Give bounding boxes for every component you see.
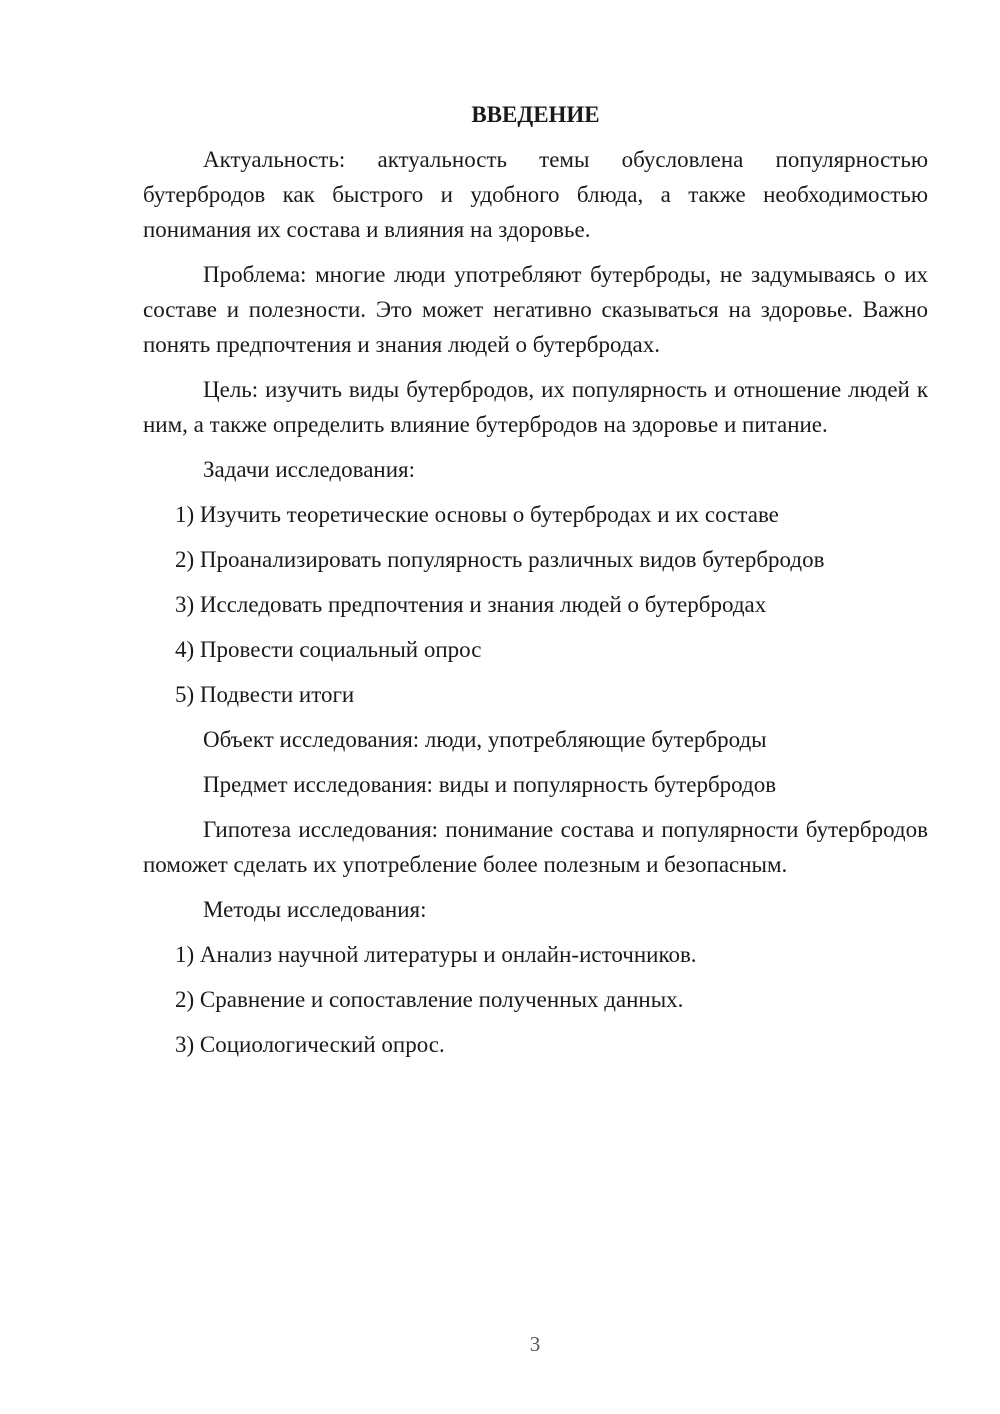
method-item: 3) Социологический опрос. [175, 1032, 445, 1057]
section-title: ВВЕДЕНИЕ [471, 102, 600, 127]
methods-list [143, 937, 928, 1062]
object-paragraph: Объект исследования: люди, употребляющие бутерброды [203, 727, 767, 752]
tasks-list [143, 497, 928, 712]
task-item: 1) Изучить теоретические основы о бутербродах и их составе [175, 502, 779, 527]
tasks-heading: Задачи исследования: [203, 457, 416, 482]
method-item: 2) Сравнение и сопоставление полученных данных. [175, 987, 684, 1012]
methods-heading: Методы исследования: [203, 897, 427, 922]
task-item: 4) Провести социальный опрос [175, 637, 482, 662]
page-content [143, 97, 928, 1072]
relevance-paragraph: Актуальность: актуальность темы обусловлена популярностью бутербродов как быстрого и удобного блюда, а также необходимостью понимания их состава и влияния на здоровье. [143, 147, 928, 242]
subject-paragraph: Предмет исследования: виды и популярность бутербродов [203, 772, 777, 797]
method-item: 1) Анализ научной литературы и онлайн-источников. [175, 942, 697, 967]
goal-paragraph: Цель: изучить виды бутербродов, их популярность и отношение людей к ним, а также определить влияние бутербродов на здоровье и питание. [143, 377, 928, 437]
page-number: 3 [529, 1332, 541, 1356]
task-item: 5) Подвести итоги [175, 682, 355, 707]
problem-paragraph: Проблема: многие люди употребляют бутерброды, не задумываясь о их составе и полезности. Это может негативно сказываться на здоровье. Важно понять предпочтения и знания людей о бутербродах. [143, 262, 928, 357]
hypothesis-paragraph: Гипотеза исследования: понимание состава и популярности бутербродов поможет сделать их употребление более полезным и безопасным. [143, 817, 928, 877]
task-item: 2) Проанализировать популярность различных видов бутербродов [175, 547, 825, 572]
task-item: 3) Исследовать предпочтения и знания людей о бутербродах [175, 592, 767, 617]
